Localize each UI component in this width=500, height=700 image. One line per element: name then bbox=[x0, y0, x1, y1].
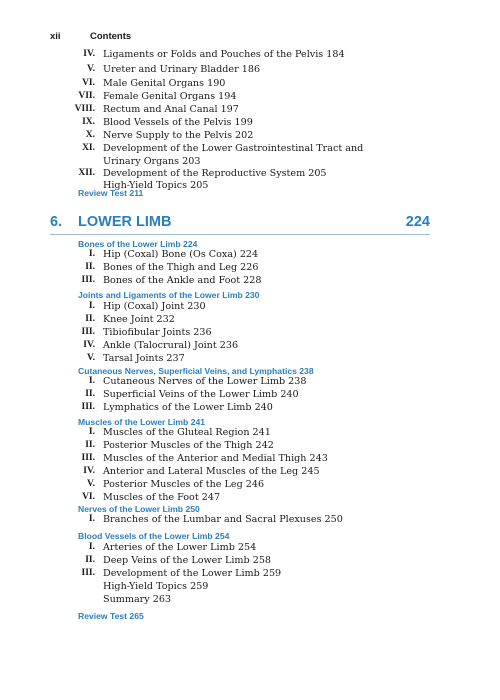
entry-text: Nerve Supply to the Pelvis 202 bbox=[103, 130, 254, 141]
entry-numeral: I. bbox=[88, 376, 95, 386]
entry-numeral: V. bbox=[86, 479, 95, 489]
pelvis-review-test[interactable]: Review Test 211 bbox=[78, 188, 144, 198]
entry-numeral: IX. bbox=[82, 117, 95, 127]
entry-text: Development of the Lower Limb 259 bbox=[103, 568, 282, 579]
section-heading[interactable]: Bones of the Lower Limb 224 bbox=[78, 239, 198, 249]
entry-text: Ligaments or Folds and Pouches of the Pelvis 184 bbox=[103, 49, 345, 60]
entry-numeral: I. bbox=[88, 301, 95, 311]
entry-numeral: III. bbox=[81, 275, 95, 285]
entry-numeral: II. bbox=[85, 262, 95, 272]
section-heading[interactable]: Nerves of the Lower Limb 250 bbox=[78, 504, 200, 514]
entry-text: Tarsal Joints 237 bbox=[103, 353, 185, 364]
entry-numeral: X. bbox=[85, 130, 95, 140]
section-heading[interactable]: Blood Vessels of the Lower Limb 254 bbox=[78, 531, 230, 541]
entry-text: Knee Joint 232 bbox=[103, 314, 175, 325]
chapter-review-test[interactable]: Review Test 265 bbox=[78, 611, 144, 621]
entry-numeral: II. bbox=[85, 389, 95, 399]
entry-text: Posterior Muscles of the Thigh 242 bbox=[103, 440, 274, 451]
entry-numeral: V. bbox=[86, 64, 95, 74]
entry-numeral: I. bbox=[88, 514, 95, 524]
entry-numeral: I. bbox=[88, 249, 95, 259]
entry-text: Superficial Veins of the Lower Limb 240 bbox=[103, 389, 299, 400]
entry-numeral: IV. bbox=[83, 340, 95, 350]
entry-text: Ankle (Talocrural) Joint 236 bbox=[103, 340, 239, 351]
entry-numeral: XII. bbox=[78, 168, 95, 178]
entry-numeral: VII. bbox=[78, 91, 95, 101]
chapter-title: LOWER LIMB bbox=[78, 214, 172, 230]
entry-text: Urinary Organs 203 bbox=[103, 156, 201, 167]
entry-numeral: XI. bbox=[82, 143, 95, 153]
entry-numeral: I. bbox=[88, 427, 95, 437]
entry-numeral: IV. bbox=[83, 466, 95, 476]
chapter-number: 6. bbox=[50, 214, 63, 230]
entry-numeral: I. bbox=[88, 542, 95, 552]
entry-numeral: IV. bbox=[83, 49, 95, 59]
entry-text: Development of the Lower Gastrointestinal Tract and bbox=[103, 143, 364, 154]
entry-numeral: III. bbox=[81, 568, 95, 578]
entry-text: Arteries of the Lower Limb 254 bbox=[103, 542, 257, 553]
entry-text: Cutaneous Nerves of the Lower Limb 238 bbox=[103, 376, 307, 387]
entry-text: Muscles of the Gluteal Region 241 bbox=[103, 427, 271, 438]
entry-text: Posterior Muscles of the Leg 246 bbox=[103, 479, 265, 490]
entry-text: High-Yield Topics 259 bbox=[103, 581, 209, 592]
entry-text: Hip (Coxal) Bone (Os Coxa) 224 bbox=[103, 249, 259, 260]
entry-text: Bones of the Thigh and Leg 226 bbox=[103, 262, 259, 273]
entry-text: Female Genital Organs 194 bbox=[103, 91, 237, 102]
entry-text: Summary 263 bbox=[103, 594, 172, 605]
page-number: xii bbox=[50, 31, 61, 42]
entry-text: Development of the Reproductive System 205 bbox=[103, 168, 327, 179]
entry-text: High-Yield Topics 205 bbox=[103, 180, 209, 191]
chapter-page: 224 bbox=[405, 214, 430, 230]
entry-text: Rectum and Anal Canal 197 bbox=[103, 104, 239, 115]
entry-text: Muscles of the Foot 247 bbox=[103, 492, 221, 503]
entry-text: Anterior and Lateral Muscles of the Leg 245 bbox=[103, 466, 320, 477]
entry-text: Deep Veins of the Lower Limb 258 bbox=[103, 555, 272, 566]
running-head bbox=[50, 31, 131, 42]
section-heading[interactable]: Cutaneous Nerves, Superficial Veins, and Lymphatics 238 bbox=[78, 366, 314, 376]
entry-text: Lymphatics of the Lower Limb 240 bbox=[103, 402, 273, 413]
entry-numeral: II. bbox=[85, 314, 95, 324]
entry-numeral: III. bbox=[81, 402, 95, 412]
entry-numeral: II. bbox=[85, 440, 95, 450]
entry-numeral: II. bbox=[85, 555, 95, 565]
entry-text: Bones of the Ankle and Foot 228 bbox=[103, 275, 262, 286]
entry-text: Blood Vessels of the Pelvis 199 bbox=[103, 117, 253, 128]
running-head-title: Contents bbox=[90, 31, 132, 42]
entry-numeral: V. bbox=[86, 353, 95, 363]
entry-text: Ureter and Urinary Bladder 186 bbox=[103, 64, 261, 75]
entry-numeral: VIII. bbox=[74, 104, 95, 114]
entry-text: Tibiofibular Joints 236 bbox=[103, 327, 212, 338]
entry-text: Muscles of the Anterior and Medial Thigh 243 bbox=[103, 453, 328, 464]
section-heading[interactable]: Muscles of the Lower Limb 241 bbox=[78, 417, 206, 427]
section-heading[interactable]: Joints and Ligaments of the Lower Limb 230 bbox=[78, 290, 260, 300]
entry-numeral: III. bbox=[81, 453, 95, 463]
entry-numeral: VI. bbox=[82, 492, 95, 502]
chapter-rule bbox=[50, 234, 430, 235]
entry-text: Hip (Coxal) Joint 230 bbox=[103, 301, 206, 312]
entry-numeral: VI. bbox=[82, 78, 95, 88]
entry-numeral: III. bbox=[81, 327, 95, 337]
entry-text: Male Genital Organs 190 bbox=[103, 78, 226, 89]
entry-text: Branches of the Lumbar and Sacral Plexuses 250 bbox=[103, 514, 343, 525]
